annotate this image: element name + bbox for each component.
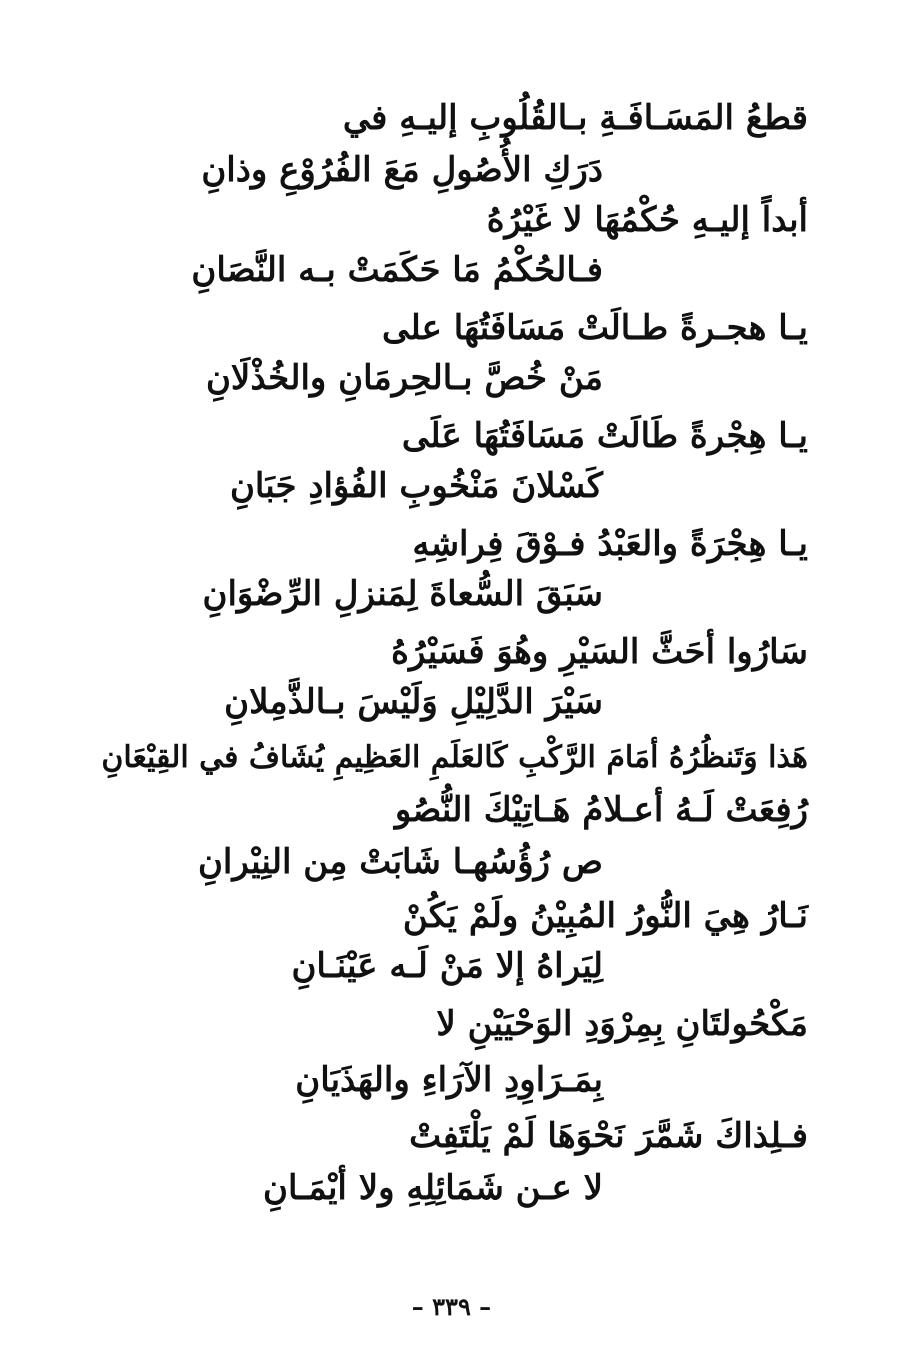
- verse-line-10: سَبَقَ السُّعاةَ لِمَنزلِ الرِّضْوَانِ: [202, 574, 603, 614]
- verse-line-11: سَارُوا أحَثَّ السَيْرِ وهُوَ فَسَيْرُهُ: [391, 632, 808, 672]
- verse-line-18: مَكْحُولتَانِ بِمِرْوَدِ الوَحْيَيْنِ لا: [436, 1004, 808, 1044]
- verse-line-9: يـا هِجْرَةً والعَبْدُ فـوْقَ فِراشِهِ: [412, 524, 808, 564]
- verse-line-20: فـلِذاكَ شَمَّرَ نَحْوَهَا لَمْ يَلْتَفِتْ: [409, 1116, 808, 1156]
- verse-line-12: سَيْرَ الدَّلِيْلِ وَلَيْسَ بـالذَّمِلانِ: [224, 682, 603, 722]
- verse-line-4: فـالحُكْمُ مَا حَكَمَتْ بـه النَّصَانِ: [191, 250, 603, 290]
- verse-line-14: رُفِعَتْ لَـهُ أعـلامُ هَـاتِيْكَ النُّصُو: [394, 790, 808, 830]
- verse-line-5: يـا هجـرةً طـالَتْ مَسَافَتُهَا على: [382, 308, 808, 348]
- verse-line-1: قطعُ المَسَـافَـةِ بـالقُلُوبِ إليـهِ في: [342, 98, 808, 138]
- verse-line-21: لا عـن شَمَائِلِهِ ولا أيْمَـانِ: [263, 1168, 603, 1208]
- verse-line-19: بِمَـرَاوِدِ الآرَاءِ والهَذَيَانِ: [295, 1060, 603, 1100]
- verse-line-13: هَذا وَتَنظُرُهُ أمَامَ الرَّكْبِ كَالعَلَمِ العَظِيمِ يُشَافُ في القِيْعَانِ: [101, 740, 808, 775]
- verse-line-6: مَنْ خُصَّ بـالحِرمَانِ والخُذْلَانِ: [205, 358, 603, 398]
- verse-line-15: ص رُؤُسُهـا شَابَتْ مِن النِيْرانِ: [197, 842, 603, 882]
- verse-line-8: كَسْلانَ مَنْخُوبِ الفُؤادِ جَبَانِ: [229, 466, 603, 506]
- verse-line-3: أبداً إليـهِ حُكْمُهَا لا غَيْرُهُ: [486, 200, 808, 240]
- verse-line-2: دَرَكِ الأُصُولِ مَعَ الفُرُوْعِ وذانِ: [201, 150, 603, 190]
- verse-line-16: نَـارُ هِيَ النُّورُ المُبِيْنُ ولَمْ يَكُنْ: [402, 896, 808, 936]
- verse-line-7: يـا هِجْرةً طَالَتْ مَسَافَتُهَا عَلَى: [401, 416, 808, 456]
- page-number: – ٣٣٩ –: [411, 1292, 492, 1321]
- verse-line-17: لِيَراهُ إلا مَنْ لَـه عَيْنَـانِ: [291, 946, 603, 986]
